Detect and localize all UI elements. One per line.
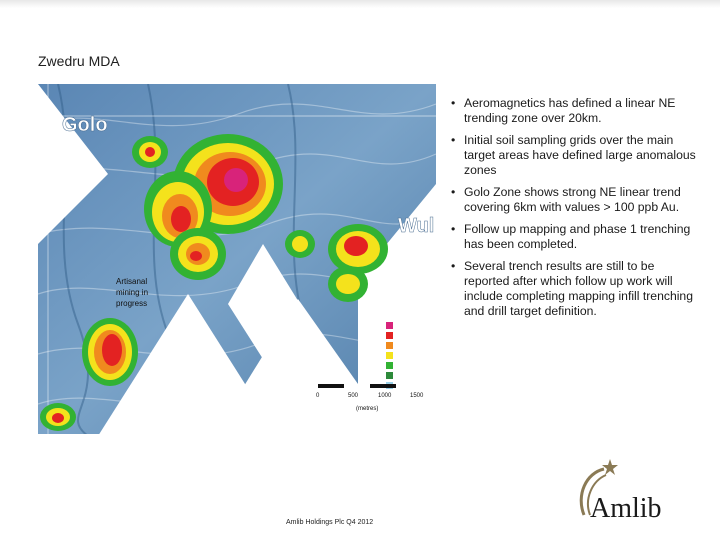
bullet-item: • Golo Zone shows strong NE linear trend covering 6km with values > 100 ppb Au. [451, 185, 681, 214]
slide-footer: Amlib Holdings Plc Q4 2012 [286, 519, 374, 526]
bullet-item: • Initial soil sampling grids over the main target areas have defined large anomalous zones [451, 133, 696, 177]
legend-label: 400 [398, 324, 410, 331]
legend-swatch [386, 362, 393, 369]
soil-geochem-map [38, 84, 436, 436]
legend-label: 50 [398, 354, 406, 361]
legend-label: 20 [398, 364, 406, 371]
wul-anomaly [328, 224, 388, 302]
bullet-list [448, 96, 700, 326]
svg-text:mining in: mining in [116, 288, 149, 297]
top-banner [0, 0, 720, 8]
svg-text:(metres): (metres) [356, 406, 379, 412]
legend-label: 10 [398, 374, 406, 381]
legend-label: 100 [398, 344, 410, 351]
bullet-item: • Aeromagnetics has defined a linear NE trending zone over 20km. [451, 96, 676, 125]
legend-swatch [386, 372, 393, 379]
artisanal-annotation [116, 277, 148, 308]
wul-label: Wul [398, 215, 435, 237]
legend-swatch [386, 322, 393, 329]
legend-swatch [386, 342, 393, 349]
svg-text:1000: 1000 [378, 393, 392, 399]
svg-text:Au in Soil ppb: Au in Soil ppb [360, 309, 410, 318]
bullet-item: • Follow up mapping and phase 1 trenching has been completed. [451, 222, 691, 251]
svg-text:progress: progress [116, 299, 148, 308]
slide-title: Zwedru MDA [38, 53, 120, 69]
golo-label: Golo [62, 114, 108, 136]
svg-text:Artisanal: Artisanal [116, 277, 148, 286]
legend-label: 200 [398, 334, 410, 341]
amlib-logo [570, 455, 690, 525]
svg-text:1500: 1500 [410, 393, 424, 399]
svg-text:500: 500 [348, 393, 359, 399]
legend-swatch [386, 332, 393, 339]
svg-text:0: 0 [316, 393, 320, 399]
bullet-item: • Several trench results are still to be reported after which follow up work will include completing mapping infill trenching and drill target definition. [451, 259, 693, 318]
legend-swatch [386, 352, 393, 359]
star-icon [602, 459, 618, 475]
svg-text:Amlib: Amlib [590, 493, 662, 524]
